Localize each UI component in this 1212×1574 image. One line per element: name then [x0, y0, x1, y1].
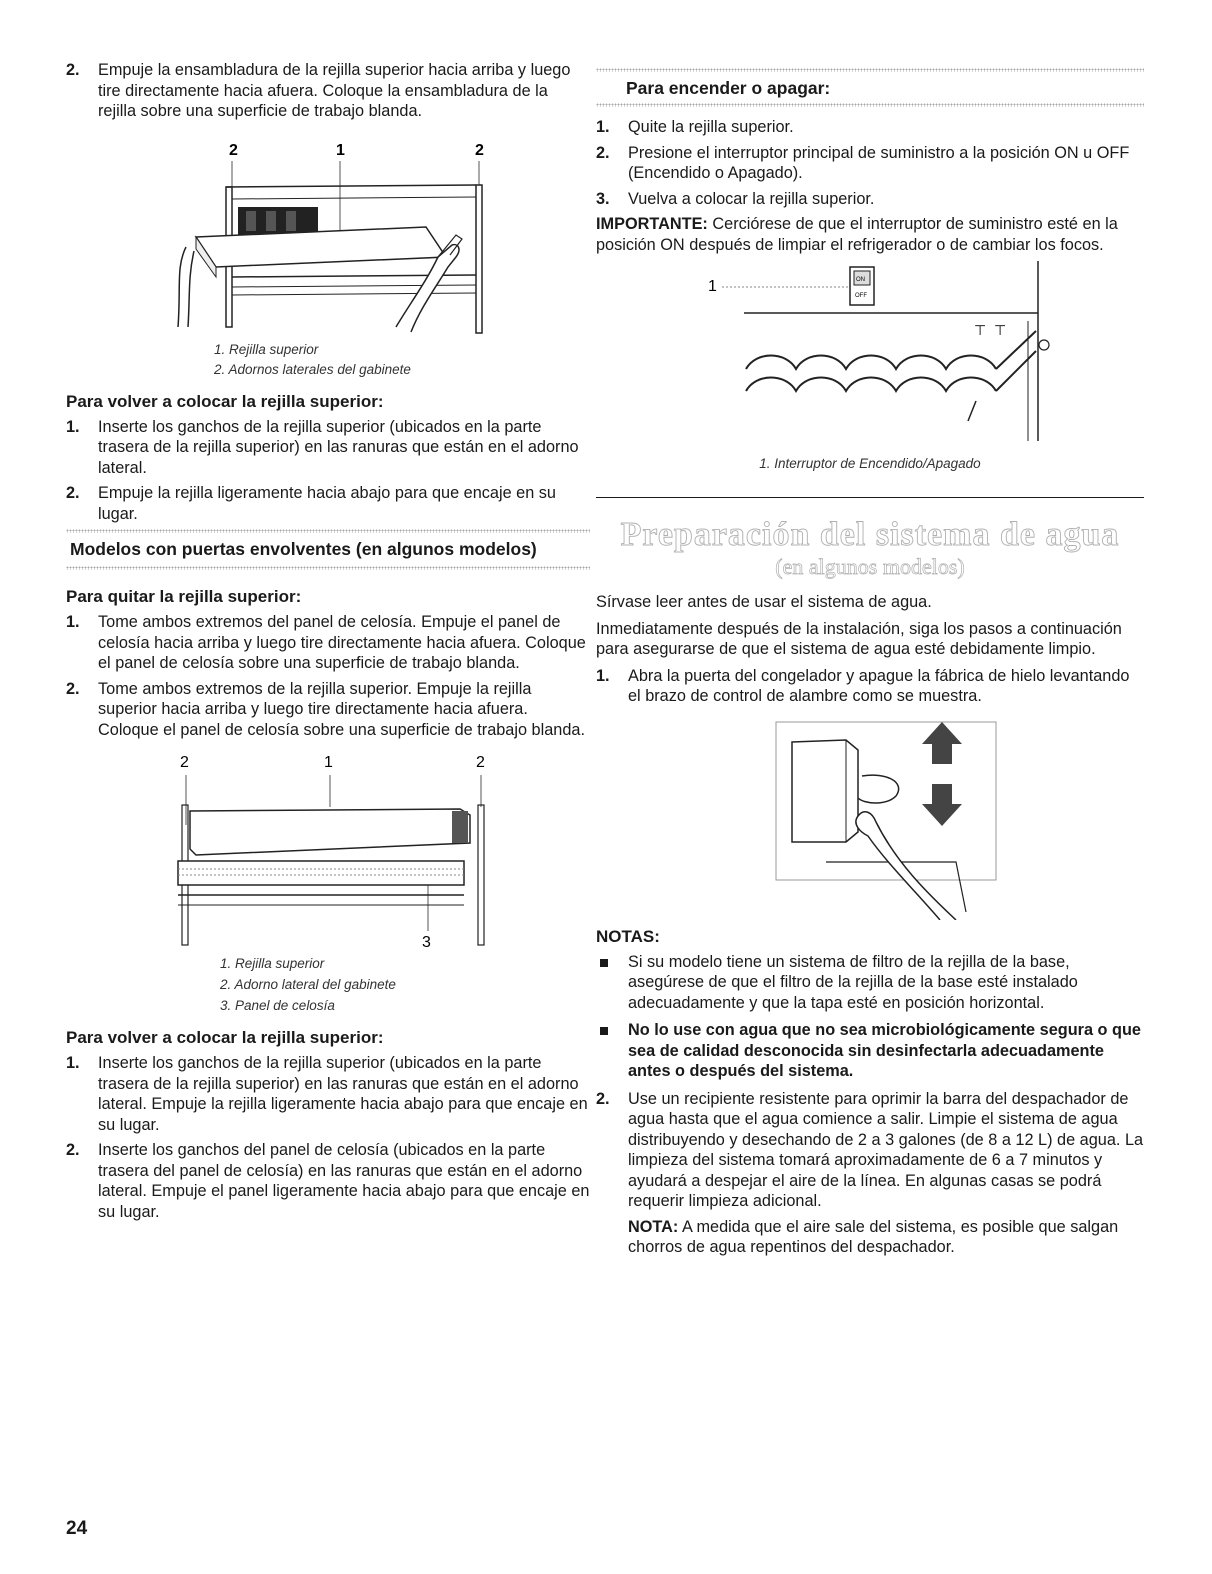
replace-grille-heading-2: Para volver a colocar la rejilla superior:	[66, 1028, 384, 1047]
water-step-2: 2. Use un recipiente resistente para oprimir la barra del despachador de agua hasta que el agua comience a salir. Limpie el sistema de agua distribuyendo y desechando de 2 a 3 galones (de 8 a 12 L) de agua. La limpieza del sistema tomará aproximadamente de 6 a 7 minutos y ayudará a despejar el aire de la línea. En algunas casas se podrá requerir limpieza adicional.	[596, 1089, 1144, 1210]
step-2-remove-grille: 2. Empuje la ensambladura de la rejilla superior hacia arriba y luego tire directamente hacia afuera. Coloque la ensambladura de la rejilla sobre una superficie de trabajo blanda.	[66, 61, 571, 120]
power-section-header	[596, 68, 1144, 107]
replace-step-1: 1. Inserte los ganchos de la rejilla superior (ubicados en la parte trasera de la rejilla superior) en las ranuras que están en el adorno lateral.	[66, 417, 579, 477]
power-heading: Para encender o apagar:	[626, 78, 831, 98]
switch-on-label: ON	[856, 277, 865, 283]
figure-1-caption-1: 1. Rejilla superior	[214, 341, 319, 357]
figure-1-caption-2: 2. Adornos laterales del gabinete	[214, 361, 411, 377]
important-note: IMPORTANTE: Cerciórese de que el interruptor de suministro esté en la posición ON después de limpiar el refrigerador o de cambiar los focos.	[596, 215, 1118, 254]
note-item-2: No lo use con agua que no sea microbiológicamente segura o que sea de calidad desconocida sin desinfectarla adecuadamente antes o después del sistema.	[596, 1020, 1144, 1082]
replace2-step-2: 2. Inserte los ganchos del panel de celosía (ubicados en la parte trasera del panel de celosía) en las ranuras que están en el adorno lateral. Empuje el panel ligeramente hacia abajo para que encaje en su lugar.	[66, 1141, 590, 1221]
replace-step-2: 2. Empuje la rejilla ligeramente hacia abajo para que encaje en su lugar.	[66, 484, 556, 523]
remove-step-1: 1. Tome ambos extremos del panel de celosía. Empuje el panel de celosía hacia arriba y luego tire directamente hacia afuera. Coloque el panel de celosía sobre una superficie de trabajo blanda.	[66, 613, 586, 672]
models-heading: Modelos con puertas envolventes (en algunos modelos)	[70, 539, 537, 559]
figure-3-caption: 1. Interruptor de Encendido/Apagado	[759, 456, 981, 471]
callout-3: 3	[422, 934, 431, 951]
figure-2-caption-2: 2. Adorno lateral del gabinete	[220, 977, 396, 992]
grille-removal-illustration	[66, 127, 590, 343]
note-item-1: Si su modelo tiene un sistema de filtro de la rejilla de la base, asegúrese de que el filtro de la rejilla de la base esté instalado adecuadamente y que la tapa esté en posición horizontal.	[596, 952, 1144, 1014]
power-step-1: 1. Quite la rejilla superior.	[596, 118, 794, 136]
figure-power-switch	[596, 261, 1144, 451]
callout-1: 1	[336, 141, 345, 159]
water-intro-2: Inmediatamente después de la instalación, siga los pasos a continuación para asegurarse de que el sistema de agua esté debidamente limpio.	[596, 619, 1122, 658]
figure-grille-removal	[66, 127, 590, 357]
callout-2-right: 2	[475, 141, 484, 159]
switch-off-label: OFF	[855, 293, 867, 299]
svg-text:⊤: ⊤	[974, 322, 987, 338]
callout-2-right: 2	[476, 754, 485, 771]
figure-ice-maker	[596, 712, 1144, 920]
figure-louver-panel	[66, 745, 590, 955]
svg-text:⊤: ⊤	[994, 322, 1007, 338]
louver-panel-illustration	[66, 745, 590, 955]
replace-grille-heading-1: Para volver a colocar la rejilla superior:	[66, 391, 384, 411]
notes-heading: NOTAS:	[596, 926, 660, 946]
replace2-step-1: 1. Inserte los ganchos de la rejilla superior (ubicados en la parte trasera de la rejilla superior) en las ranuras que están en el adorno lateral. Empuje la rejilla ligeramente hacia abajo para que encaje en su lugar.	[66, 1054, 588, 1134]
water-step-1: 1. Abra la puerta del congelador y apague la fábrica de hielo levantando el brazo de control de alambre como se muestra.	[596, 666, 1130, 705]
callout-1: 1	[324, 754, 333, 771]
water-system-subtitle: (en algunos modelos)	[775, 554, 965, 579]
figure-2-caption-1: 1. Rejilla superior	[220, 956, 325, 971]
ice-maker-illustration	[596, 712, 1144, 920]
water-note: NOTA: A medida que el aire sale del sistema, es posible que salgan chorros de agua repentinos del despachador.	[628, 1217, 1119, 1256]
left-column	[66, 60, 590, 1227]
divider-dotted	[66, 566, 590, 570]
callout-2-left: 2	[229, 141, 238, 159]
power-step-3: 3. Vuelva a colocar la rejilla superior.	[596, 189, 875, 208]
callout-1: 1	[708, 278, 717, 295]
figure-2-caption-3: 3. Panel de celosía	[220, 998, 335, 1013]
section-divider	[596, 497, 1144, 498]
water-intro-1: Sírvase leer antes de usar el sistema de agua.	[596, 593, 932, 611]
bullet-square-icon	[600, 1027, 608, 1035]
models-section-header	[66, 529, 590, 570]
remove-step-2: 2. Tome ambos extremos de la rejilla superior. Empuje la rejilla superior hacia arriba y luego tire directamente hacia afuera. Coloque el panel de celosía sobre una superficie de trabajo blanda.	[66, 679, 585, 739]
water-system-title: Preparación del sistema de agua	[620, 516, 1120, 553]
bullet-square-icon	[600, 959, 608, 967]
power-switch-illustration	[596, 261, 1144, 451]
divider-dotted	[596, 103, 1144, 107]
page-number: 24	[66, 1518, 88, 1539]
callout-2-left: 2	[180, 754, 189, 771]
remove-grille-heading: Para quitar la rejilla superior:	[66, 587, 302, 606]
right-column	[596, 60, 1144, 1264]
power-step-2: 2. Presione el interruptor principal de suministro a la posición ON u OFF (Encendido o Apagado).	[596, 143, 1130, 182]
